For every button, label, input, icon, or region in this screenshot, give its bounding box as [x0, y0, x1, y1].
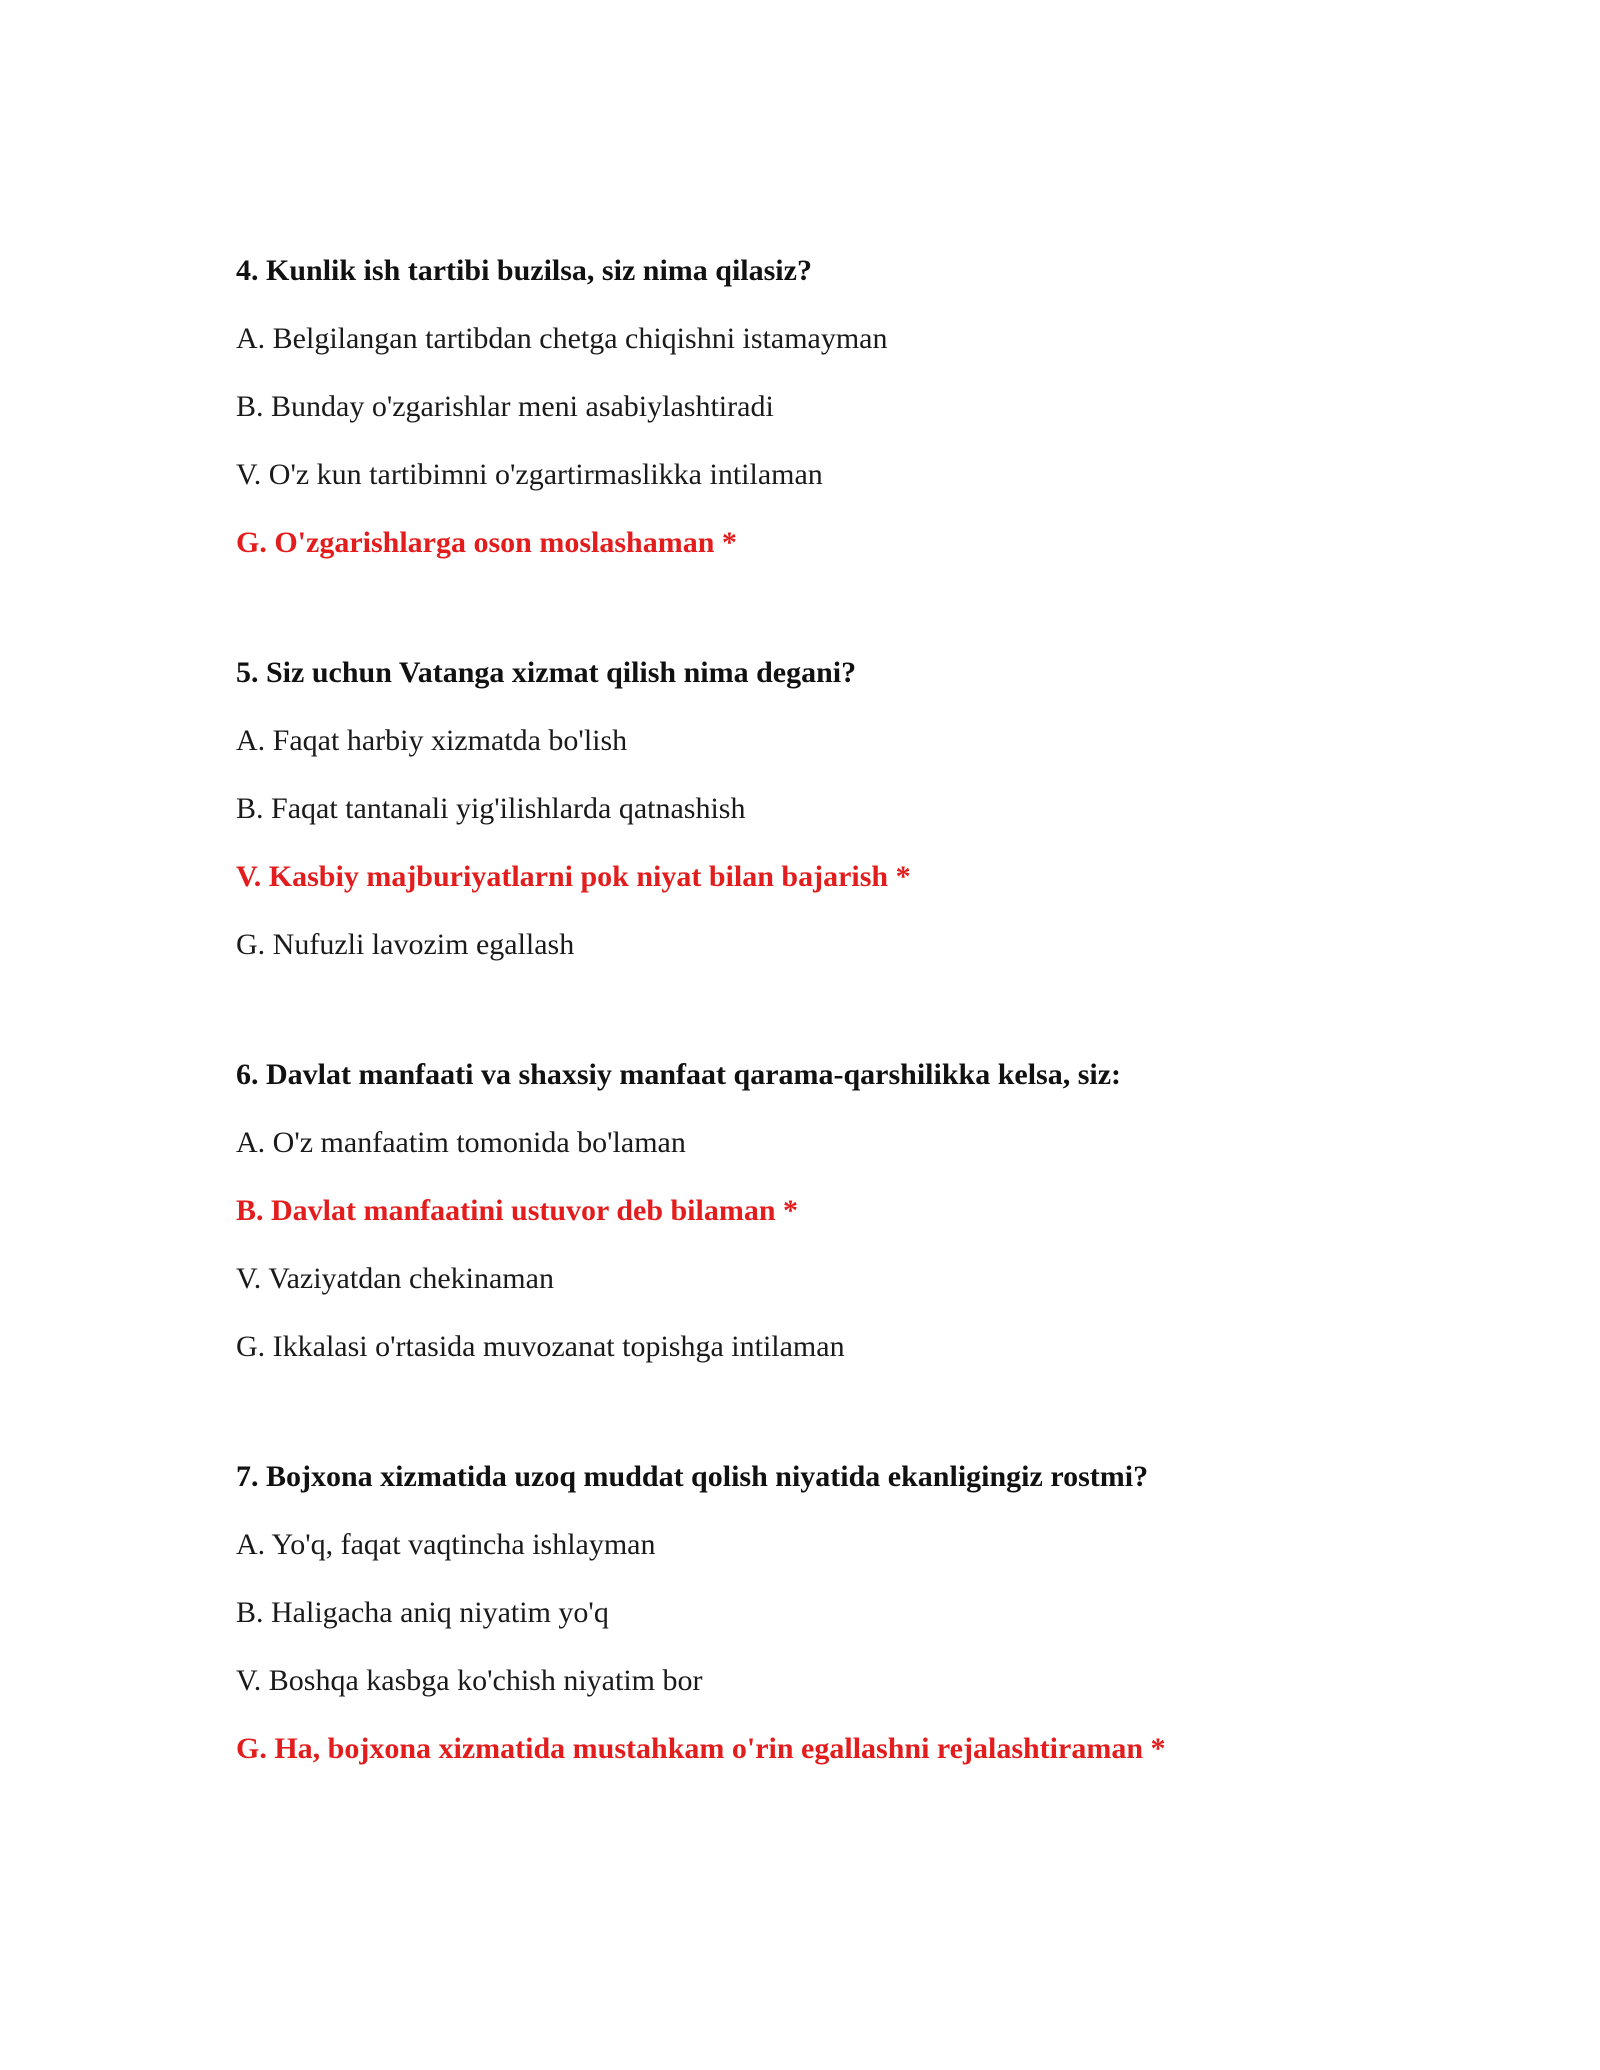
answer-option-g: G. Ikkalasi o'rtasida muvozanat topishga intilaman [236, 1330, 845, 1363]
correct-answer-option-g: G. O'zgarishlarga oson moslashaman * [236, 526, 737, 559]
answer-option-g: G. Nufuzli lavozim egallash [236, 928, 575, 961]
question-title: 6. Davlat manfaati va shaxsiy manfaat qarama-qarshilikka kelsa, siz: [236, 1058, 1122, 1091]
question-block-7 [236, 1460, 1536, 1766]
answer-option-v: V. O'z kun tartibimni o'zgartirmaslikka intilaman [236, 458, 823, 491]
correct-answer-option-g: G. Ha, bojxona xizmatida mustahkam o'rin egallashni rejalashtiraman * [236, 1732, 1166, 1765]
answer-option-a: A. O'z manfaatim tomonida bo'laman [236, 1126, 686, 1159]
answer-option-a: A. Faqat harbiy xizmatda bo'lish [236, 724, 628, 757]
answer-option-a: A. Belgilangan tartibdan chetga chiqishni istamayman [236, 322, 888, 355]
correct-answer-option-b: B. Davlat manfaatini ustuvor deb bilaman * [236, 1194, 799, 1227]
answer-option-a: A. Yo'q, faqat vaqtincha ishlayman [236, 1528, 656, 1561]
question-title: 7. Bojxona xizmatida uzoq muddat qolish niyatida ekanligingiz rostmi? [236, 1460, 1149, 1493]
question-block-6 [236, 1058, 1536, 1364]
question-block-5 [236, 656, 1536, 962]
question-block-4 [236, 254, 1536, 560]
answer-option-b: B. Faqat tantanali yig'ilishlarda qatnashish [236, 792, 746, 825]
answer-option-b: B. Haligacha aniq niyatim yo'q [236, 1596, 609, 1629]
question-title: 5. Siz uchun Vatanga xizmat qilish nima degani? [236, 656, 857, 689]
answer-option-v: V. Vaziyatdan chekinaman [236, 1262, 554, 1295]
answer-option-v: V. Boshqa kasbga ko'chish niyatim bor [236, 1664, 703, 1697]
question-title: 4. Kunlik ish tartibi buzilsa, siz nima qilasiz? [236, 254, 812, 287]
document-page [236, 254, 1536, 1862]
correct-answer-option-v: V. Kasbiy majburiyatlarni pok niyat bilan bajarish * [236, 860, 911, 893]
answer-option-b: B. Bunday o'zgarishlar meni asabiylashtiradi [236, 390, 774, 423]
